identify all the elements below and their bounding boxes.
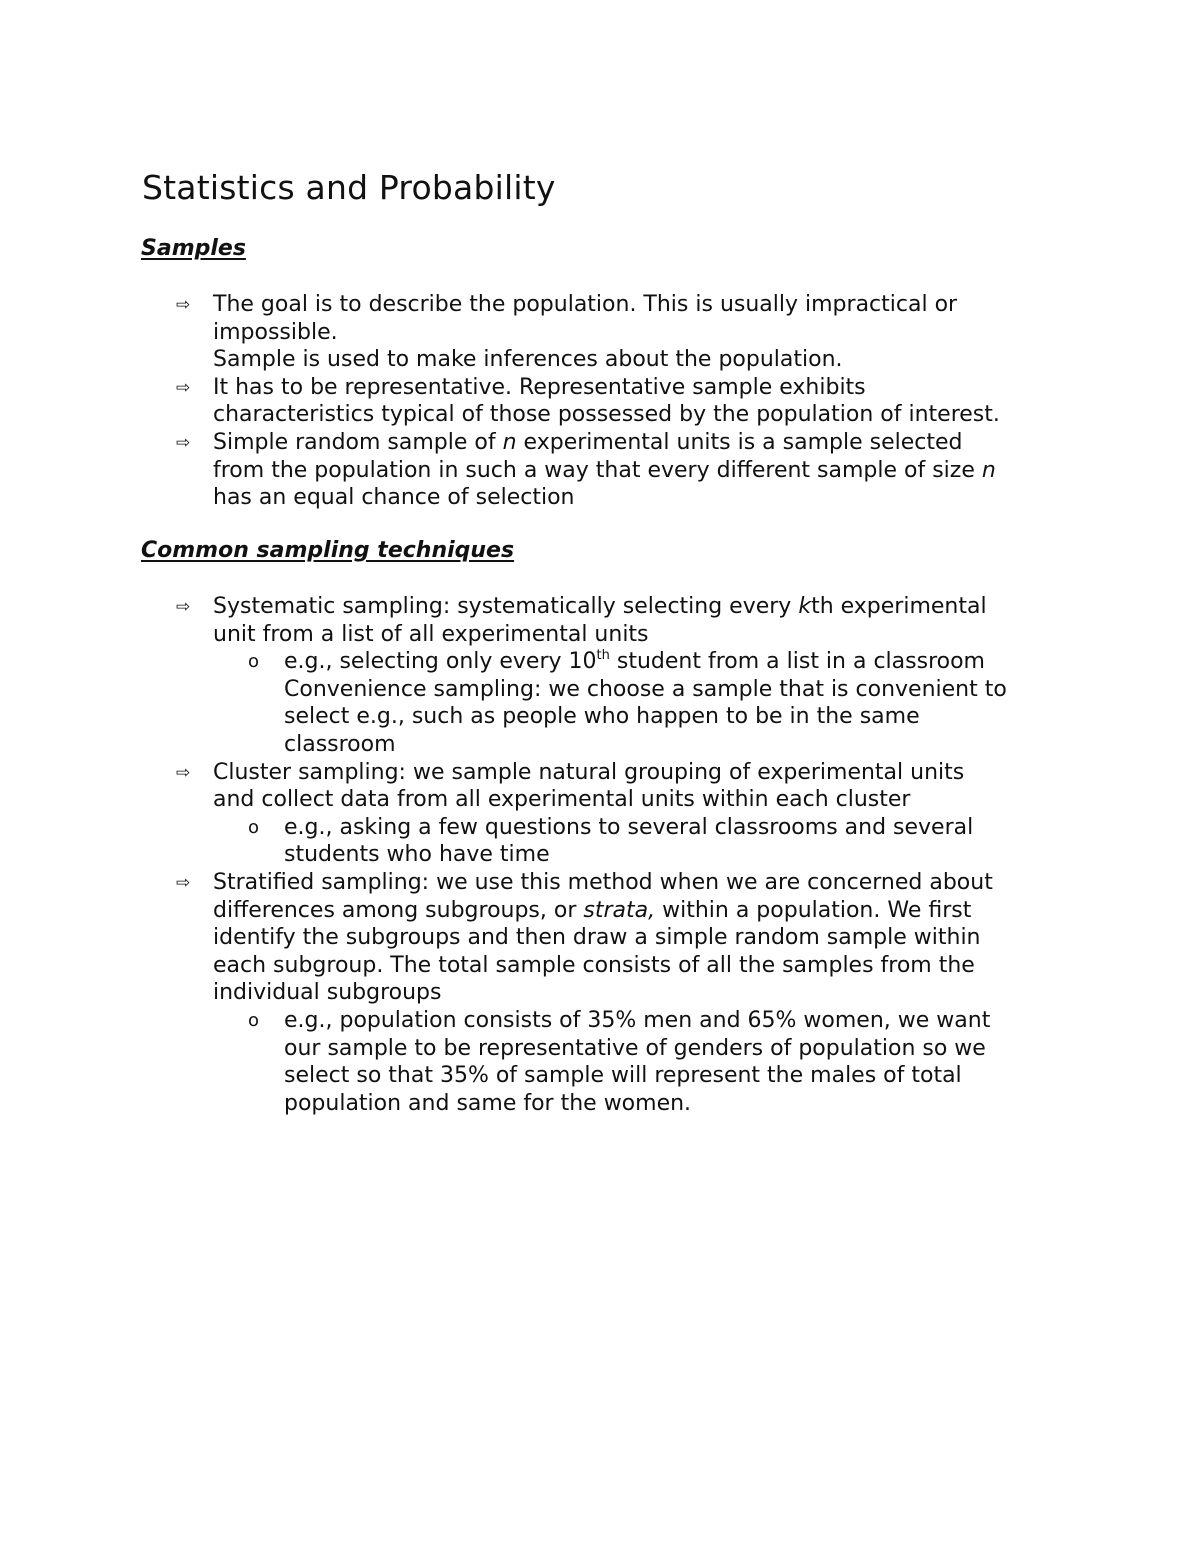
bullet-text-line: population and same for the women.: [284, 1090, 692, 1116]
variable-k: k: [798, 594, 812, 619]
bullet-text-line: classroom: [284, 731, 396, 757]
techniques-list: [0, 593, 1200, 1117]
bullet-text-line: [213, 593, 1073, 621]
text-fragment: student from a list in a classroom: [609, 649, 985, 675]
text-fragment: th experimental: [811, 594, 987, 619]
section-heading-techniques: Common sampling techniques: [141, 538, 515, 563]
arrow-bullet-icon: ⇨: [176, 872, 191, 893]
sub-list-item: [0, 648, 1074, 758]
text-fragment: Systematic sampling: systematically selecting every: [213, 594, 799, 619]
bullet-text-line: Sample is used to make inferences about the population.: [213, 347, 843, 373]
bullet-text-line: [213, 429, 1073, 457]
bullet-text-line: select so that 35% of sample will represent the males of total: [284, 1063, 962, 1089]
list-item: [0, 869, 1073, 1007]
arrow-bullet-icon: ⇨: [176, 295, 191, 315]
bullet-text-line: impossible.: [213, 319, 338, 345]
document-title: Statistics and Probability: [142, 168, 556, 207]
bullet-text-line: each subgroup. The total sample consists of all the samples from the: [213, 952, 975, 978]
superscript-th: th: [596, 648, 610, 664]
bullet-text-line: students who have time: [284, 842, 550, 868]
list-item: [0, 291, 1073, 374]
sub-list-item: [0, 1007, 1074, 1117]
bullet-text-line: [213, 897, 1073, 925]
bullet-text-line: Stratified sampling: we use this method when we are concerned about: [213, 869, 993, 895]
bullet-text-line: It has to be representative. Representative sample exhibits: [213, 374, 866, 400]
bullet-text-line: e.g., population consists of 35% men and 65% women, we want: [284, 1007, 991, 1033]
bullet-text-line: individual subgroups: [213, 980, 442, 1006]
text-fragment: e.g., selecting only every 10: [284, 649, 597, 675]
bullet-text-line: [213, 457, 1073, 485]
text-fragment: experimental units is a sample selected: [516, 429, 963, 455]
text-fragment: from the population in such a way that every different sample of size: [213, 457, 982, 483]
bullet-text-line: e.g., asking a few questions to several classrooms and several: [284, 814, 974, 840]
bullet-text-line: [284, 648, 1074, 676]
samples-list: [0, 291, 1200, 512]
circle-bullet-icon: o: [248, 816, 260, 838]
arrow-bullet-icon: ⇨: [176, 377, 191, 398]
arrow-bullet-icon: ⇨: [176, 597, 191, 617]
circle-bullet-icon: o: [248, 1009, 260, 1031]
arrow-bullet-icon: ⇨: [176, 432, 191, 453]
text-fragment: within a population. We first: [655, 897, 972, 923]
bullet-text-line: characteristics typical of those possessed by the population of interest.: [213, 402, 1000, 428]
arrow-bullet-icon: ⇨: [176, 762, 191, 783]
bullet-text-line: Cluster sampling: we sample natural grouping of experimental units: [213, 759, 965, 785]
bullet-text-line: unit from a list of all experimental units: [213, 621, 649, 647]
bullet-text-line: has an equal chance of selection: [213, 485, 575, 511]
bullet-text-line: and collect data from all experimental units within each cluster: [213, 787, 911, 813]
text-fragment: Simple random sample of: [213, 429, 503, 455]
list-item: [0, 759, 1073, 814]
bullet-text-line: Convenience sampling: we choose a sample that is convenient to: [284, 676, 1007, 702]
list-item: [0, 374, 1073, 429]
sub-list-item: [0, 814, 1074, 869]
variable-n: n: [502, 429, 517, 455]
bullet-text-line: our sample to be representative of genders of population so we: [284, 1035, 986, 1061]
variable-n: n: [981, 457, 996, 483]
list-item: [0, 593, 1073, 648]
bullet-text-line: identify the subgroups and then draw a simple random sample within: [213, 925, 981, 951]
term-strata: strata,: [583, 897, 656, 923]
bullet-text-line: The goal is to describe the population. This is usually impractical or: [213, 292, 958, 317]
circle-bullet-icon: o: [248, 651, 260, 673]
list-item: [0, 429, 1073, 512]
text-fragment: differences among subgroups, or: [213, 897, 584, 923]
bullet-text-line: select e.g., such as people who happen to be in the same: [284, 704, 920, 730]
section-heading-samples: Samples: [141, 236, 246, 261]
